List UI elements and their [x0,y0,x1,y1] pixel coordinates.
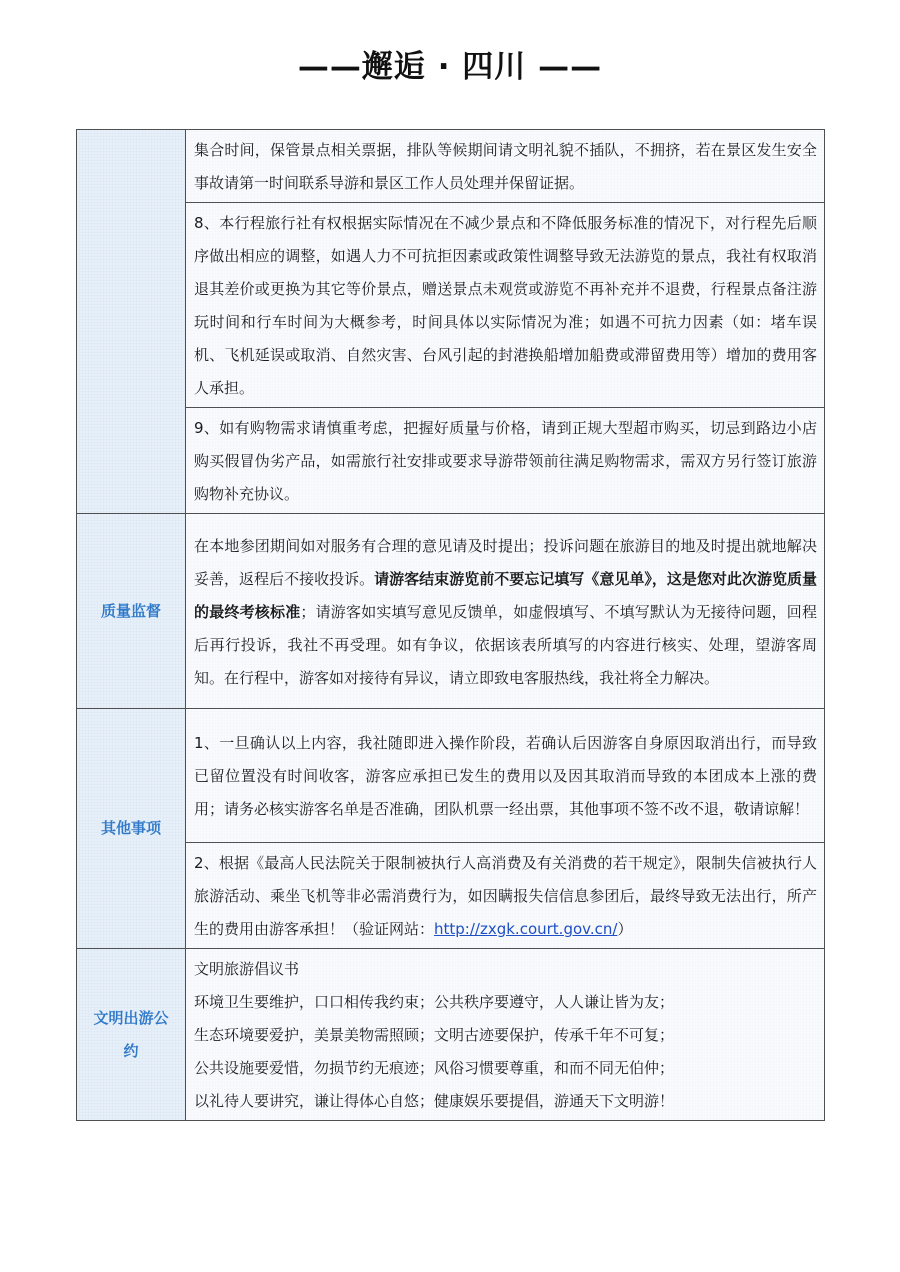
notes-text-assembly: 集合时间，保管景点相关票据，排队等候期间请文明礼貌不插队，不拥挤，若在景区发生安全事故请第一时间联系导游和景区工作人员处理并保留证据。 [194,141,817,192]
notes-paragraph-item-8 [186,203,825,408]
other-text-2b: ） [617,920,633,938]
civil-line-1: 环境卫生要维护，口口相传我约束；公共秩序要遵守，人人谦让皆为友； [194,993,675,1011]
civil-line-3: 公共设施要爱惜，勿损节约无痕迹；风俗习惯要尊重，和而不同无伯仲； [194,1059,675,1077]
quality-text [194,530,817,695]
row-label-civil [77,949,186,1121]
other-paragraph-2 [186,843,825,949]
notes-text-item-9: 9、如有购物需求请慎重考虑，把握好质量与价格，请到正规大型超市购买，切忌到路边小店购买假冒伪劣产品，如需旅行社安排或要求导游带领前往满足购物需求，需双方另行签订旅游购物补充协议。 [194,419,817,503]
other-text-2a: 2、根据《最高人民法院关于限制被执行人高消费及有关消费的若干规定》，限制失信被执行人旅游活动、乘坐飞机等非必需消费行为，如因瞒报失信信息参团后，最终导致无法出行，所产生的费用由游客承担！（验证网站： [194,854,817,938]
table-row-other-2 [77,843,825,949]
other-text-2 [194,847,817,946]
civil-line-title: 文明旅游倡议书 [194,960,300,978]
table-row-item-8 [77,203,825,408]
civil-line-4: 以礼待人要讲究，谦让得体心自悠；健康娱乐要提倡，游通天下文明游！ [194,1092,675,1110]
civil-line-2: 生态环境要爱护，美景美物需照顾；文明古迹要保护，传承千年不可复； [194,1026,675,1044]
verification-website-link[interactable]: http://zxgk.court.gov.cn/ [434,920,618,938]
quality-paragraph [186,514,825,709]
table-row-quality [77,514,825,709]
notes-text-item-8: 8、本行程旅行社有权根据实际情况在不减少景点和不降低服务标准的情况下，对行程先后顺序做出相应的调整，如遇人力不可抗拒因素或政策性调整导致无法游览的景点，我社有权取消退其差价或更换为其它等价景点，赠送景点未观赏或游览不再补充并不退费，行程景点备注游玩时间和行车时间为大概参考，时间具体以实际情况为准；如遇不可抗力因素（如：堵车误机、飞机延误或取消、自然灾害、台风引起的封港换船增加船费或滞留费用等）增加的费用客人承担。 [194,214,817,397]
notes-paragraph-item-9 [186,408,825,514]
quality-text-bold: 请游客结束游览前不要忘记填写《意见单》，这是您对此次游览质量的最终考核标准 [194,569,817,621]
other-paragraph-1 [186,709,825,843]
other-label-text: 其他事项 [100,819,161,837]
row-label-quality [77,514,186,709]
civil-paragraph [186,949,825,1121]
table-row-continued-notes [77,130,825,203]
table-row-item-9 [77,408,825,514]
row-label-continued [77,130,186,514]
row-label-other [77,709,186,949]
table-row-civil [77,949,825,1121]
civil-label-text: 文明出游公约 [93,1008,169,1060]
page-title: ——邂逅 · 四川 —— [297,49,603,85]
quality-text-a: 在本地参团期间如对服务有合理的意见请及时提出；投诉问题在旅游目的地及时提出就地解决妥善，返程后不接收投诉。 [194,536,817,588]
other-text-1: 1、一旦确认以上内容，我社随即进入操作阶段，若确认后因游客自身原因取消出行，而导致已留位置没有时间收客，游客应承担已发生的费用以及因其取消而导致的本团成本上涨的费用；请务必核实游客名单是否准确，团队机票一经出票，其他事项不签不改不退，敬请谅解！ [194,734,817,818]
quality-text-b: ；请游客如实填写意见反馈单，如虚假填写、不填写默认为无接待问题，回程后再行投诉，我社不再受理。如有争议，依据该表所填写的内容进行核实、处理，望游客周知。在行程中，游客如对接待有异议，请立即致电客服热线，我社将全力解决。 [194,602,817,687]
notes-paragraph-assembly [186,130,825,203]
table-row-other-1 [77,709,825,843]
quality-label-text: 质量监督 [100,601,161,620]
travel-terms-table [76,129,825,1121]
